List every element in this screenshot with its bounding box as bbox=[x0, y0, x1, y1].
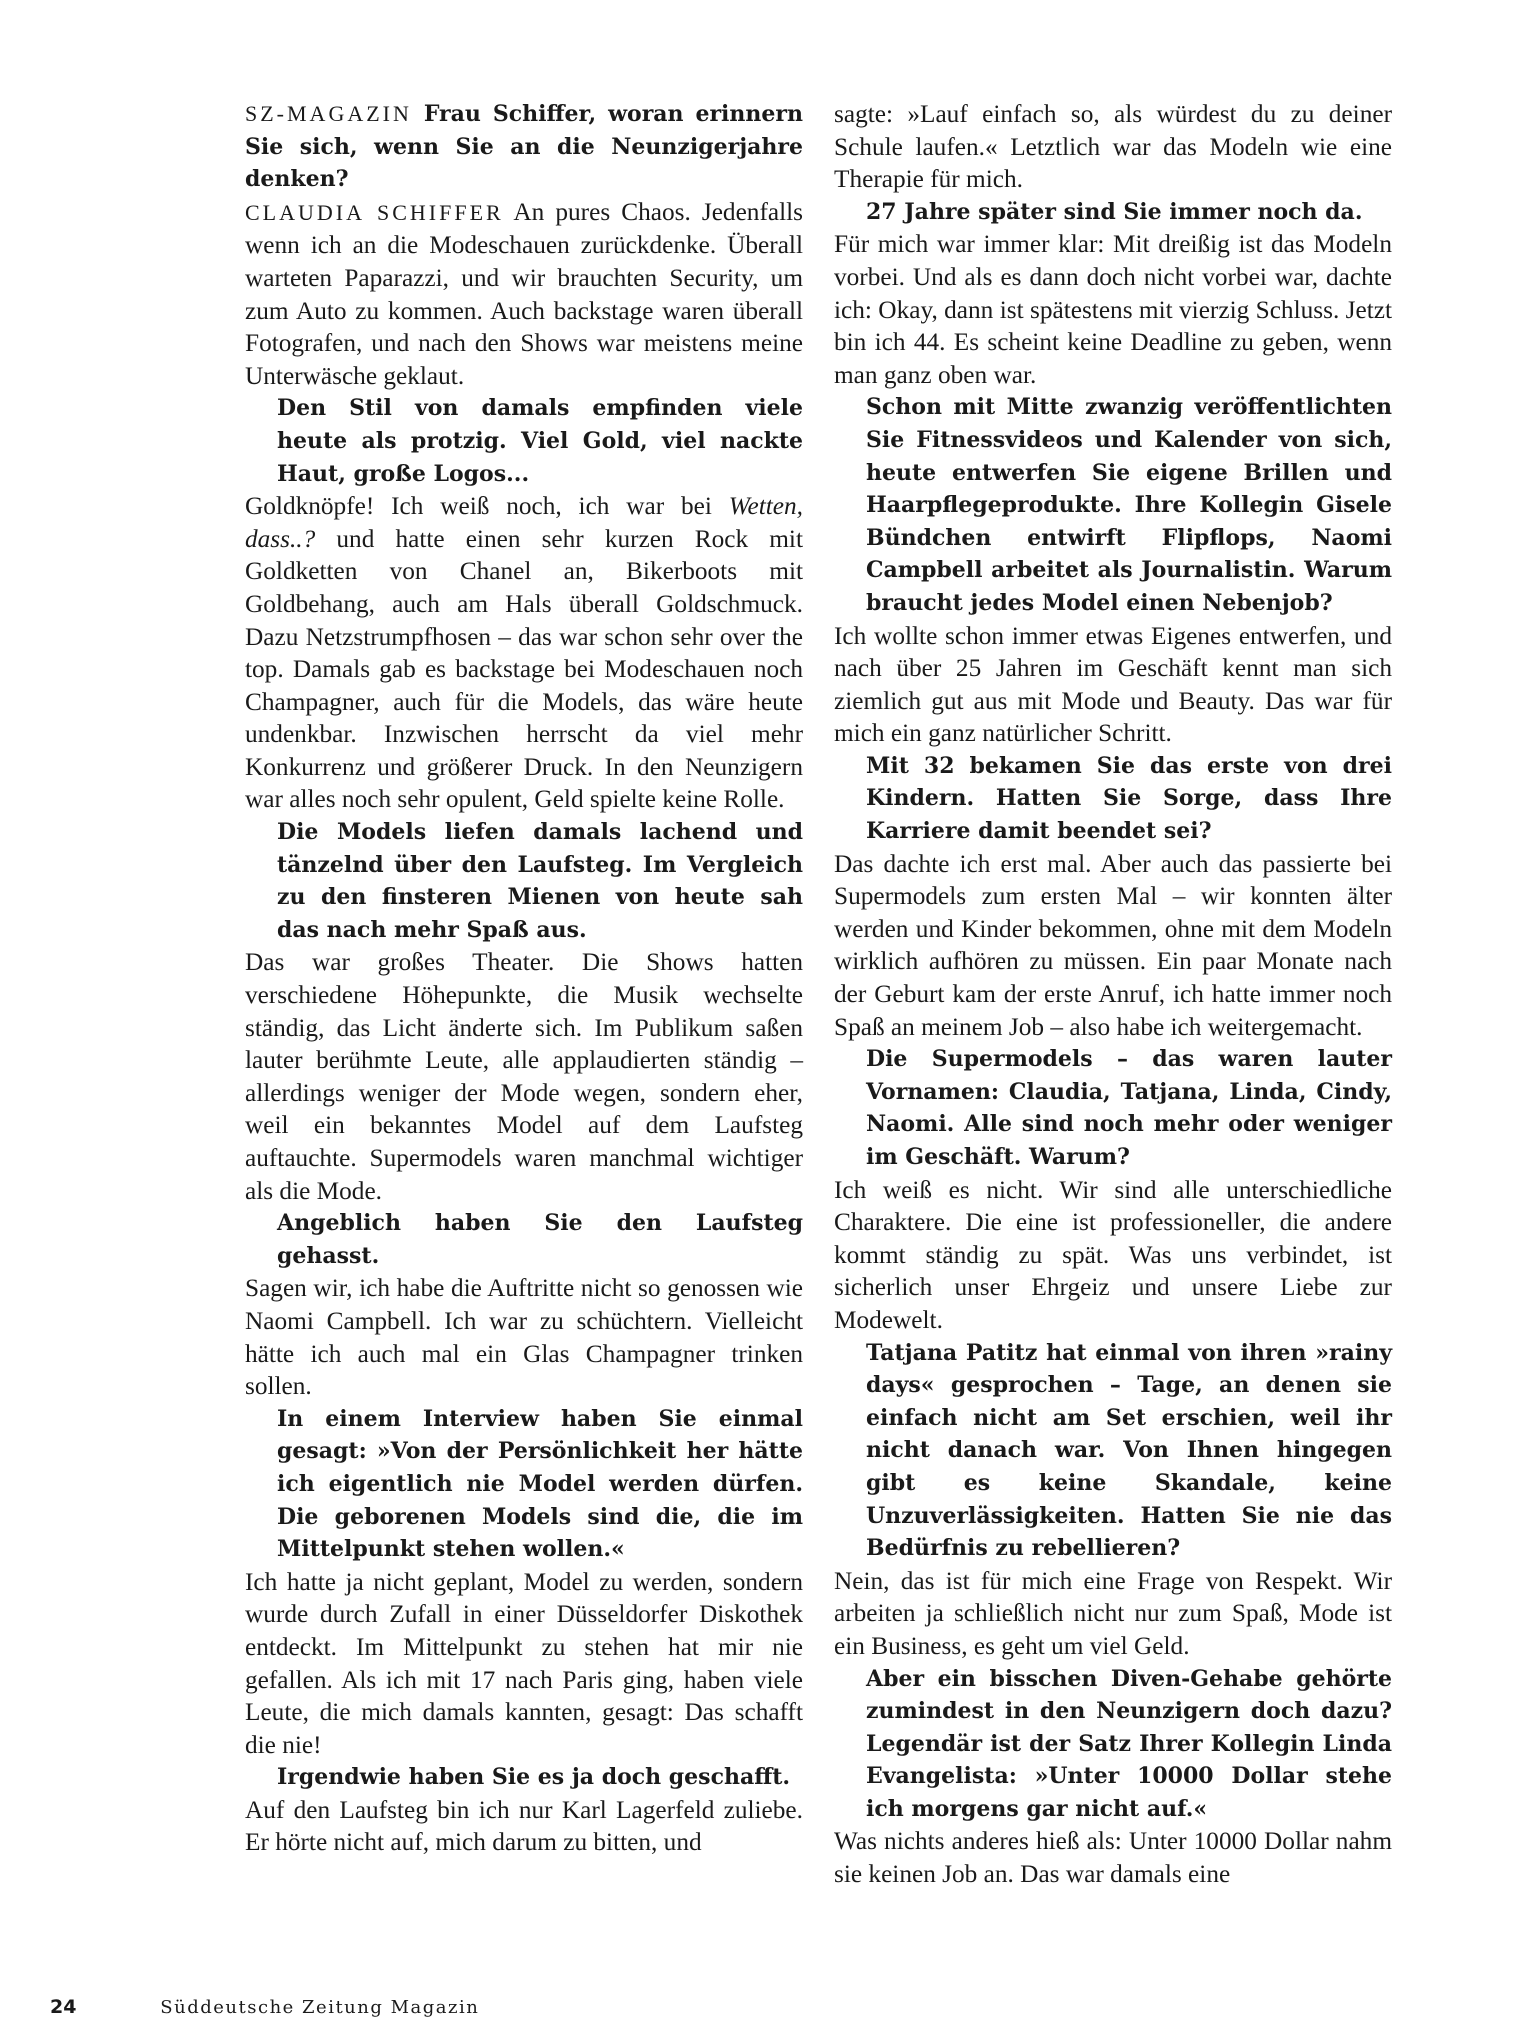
question: Angeblich haben Sie den Laufsteg gehasst. bbox=[277, 1210, 803, 1269]
page-footer bbox=[50, 1996, 479, 2018]
answer: Ich hatte ja nicht geplant, Model zu werden, sondern wurde durch Zufall in einer Düsseldorfer Diskothek entdeckt. Im Mittelpunkt zu stehen hat mir nie gefallen. Als ich mit 17 nach Paris ging, haben viele Leute, die mich damals kannten, gesagt: Das schafft die nie! bbox=[245, 1567, 803, 1759]
right-column bbox=[834, 98, 1392, 1891]
answer: Das dachte ich erst mal. Aber auch das passierte bei Supermodels zum ersten Mal – wir konnten älter werden und Kinder bekommen, ohne mit dem Modeln wirklich aufhören zu müssen. Ein paar Monate nach der Geburt kam der erste Anruf, ich hatte immer noch Spaß an meinem Job – also habe ich weitergemacht. bbox=[834, 849, 1392, 1041]
question: Schon mit Mitte zwanzig veröffentlichten Sie Fitnessvideos und Kalender von sich, heute entwerfen Sie eigene Brillen und Haarpflegeprodukte. Ihre Kollegin Gisele Bündchen entwirft Flipflops, Naomi Campbell arbeitet als Journalistin. Warum braucht jedes Model einen Nebenjob? bbox=[866, 394, 1392, 616]
question: Den Stil von damals empfinden viele heute als protzig. Viel Gold, viel nackte Haut, große Logos... bbox=[277, 395, 803, 487]
question: Die Models liefen damals lachend und tänzelnd über den Laufsteg. Im Vergleich zu den finsteren Mienen von heute sah das nach mehr Spaß aus. bbox=[277, 819, 803, 943]
answer: Auf den Laufsteg bin ich nur Karl Lagerfeld zuliebe. Er hörte nicht auf, mich darum zu bitten, und bbox=[245, 1795, 803, 1857]
page-number: 24 bbox=[50, 1996, 77, 2018]
answer: Goldknöpfe! Ich weiß noch, ich war bei Wetten, dass..? und hatte einen sehr kurzen Rock mit Goldketten von Chanel an, Bikerboots mit Goldbehang, auch am Hals überall Goldschmuck. Dazu Netzstrumpfhosen – das war schon sehr over the top. Damals gab es backstage bei Modeschauen noch Champagner, auch für die Models, das wäre heute undenkbar. Inzwischen herrscht da viel mehr Konkurrenz und größerer Druck. In den Neunzigern war alles noch sehr opulent, Geld spielte keine Rolle. bbox=[245, 492, 803, 814]
answer: Nein, das ist für mich eine Frage von Respekt. Wir arbeiten ja schließlich nicht nur zum Spaß, Mode ist ein Business, es geht um viel Geld. bbox=[834, 1566, 1392, 1660]
answer: Was nichts anderes hieß als: Unter 10000 Dollar nahm sie keinen Job an. Das war damals eine bbox=[834, 1827, 1392, 1889]
answer: Ich wollte schon immer etwas Eigenes entwerfen, und nach über 25 Jahren im Geschäft kennt man sich ziemlich gut aus mit Mode und Beauty. Das war für mich ein ganz natürlicher Schritt. bbox=[834, 621, 1392, 748]
answer: sagte: »Lauf einfach so, als würdest du zu deiner Schule laufen.« Letztlich war das Modeln wie eine Therapie für mich. bbox=[834, 100, 1392, 194]
show-title: Wetten, dass..? bbox=[245, 492, 803, 553]
answer: Ich weiß es nicht. Wir sind alle unterschiedliche Charaktere. Die eine ist professioneller, die andere kommt ständig zu spät. Was uns verbindet, ist sicherlich unser Ehrgeiz und unsere Liebe zur Modewelt. bbox=[834, 1175, 1392, 1334]
question: Die Supermodels – das waren lauter Vornamen: Claudia, Tatjana, Linda, Cindy, Naomi. Alle sind noch mehr oder weniger im Geschäft. Warum? bbox=[866, 1046, 1392, 1170]
left-column bbox=[245, 98, 803, 1859]
speaker-schiffer: CLAUDIA SCHIFFER bbox=[245, 199, 504, 225]
question: In einem Interview haben Sie einmal gesagt: »Von der Persönlichkeit her hätte ich eigentlich nie Model werden dürfen. Die geborenen Models sind die, die im Mittelpunkt stehen wollen.« bbox=[277, 1405, 803, 1563]
speaker-sz: SZ-MAGAZIN bbox=[245, 101, 412, 126]
question: 27 Jahre später sind Sie immer noch da. bbox=[866, 198, 1363, 225]
answer: Das war großes Theater. Die Shows hatten verschiedene Höhepunkte, die Musik wechselte ständig, das Licht änderte sich. Im Publikum saßen lauter berühmte Leute, alle applaudierten ständig – allerdings weniger der Mode wegen, sondern eher, weil ein bekanntes Model auf dem Laufsteg auftauchte. Supermodels waren manchmal wichtiger als die Mode. bbox=[245, 948, 803, 1205]
question: Irgendwie haben Sie es ja doch geschafft. bbox=[277, 1764, 791, 1791]
answer: Für mich war immer klar: Mit dreißig ist das Modeln vorbei. Und als es dann doch nicht vorbei war, dachte ich: Okay, dann ist spätestens mit vierzig Schluss. Jetzt bin ich 44. Es scheint keine Deadline zu geben, wenn man ganz oben war. bbox=[834, 230, 1392, 389]
question: Tatjana Patitz hat einmal von ihren »rainy days« gesprochen – Tage, an denen sie einfach nicht am Set erschien, weil ihr nicht danach war. Von Ihnen hingegen gibt es keine Skandale, keine Unzuverlässigkeiten. Hatten Sie nie das Bedürfnis zu rebellieren? bbox=[866, 1339, 1392, 1562]
question: Mit 32 bekamen Sie das erste von drei Kindern. Hatten Sie Sorge, dass Ihre Karriere damit beendet sei? bbox=[866, 752, 1392, 845]
publication-name: Süddeutsche Zeitung Magazin bbox=[160, 1997, 480, 2018]
question: Aber ein bisschen Diven-Gehabe gehörte zumindest in den Neunzigern doch dazu? Legendär ist der Satz Ihrer Kollegin Linda Evangelista: »Unter 10000 Dollar stehe ich morgens gar nicht auf.« bbox=[866, 1665, 1392, 1822]
intro-question: SZ-MAGAZIN Frau Schiffer, woran erinnern Sie sich, wenn Sie an die Neunzigerjahre denken? bbox=[245, 101, 803, 193]
answer-intro: CLAUDIA SCHIFFER An pures Chaos. Jedenfalls wenn ich an die Modeschauen zurückdenke. Überall warteten Paparazzi, und wir brauchten Security, um zum Auto zu kommen. Auch backstage waren überall Fotografen, und nach den Shows war meistens meine Unterwäsche geklaut. bbox=[245, 197, 803, 390]
answer: Sagen wir, ich habe die Auftritte nicht so genossen wie Naomi Campbell. Ich war zu schüchtern. Vielleicht hätte ich auch mal ein Glas Champagner trinken sollen. bbox=[245, 1274, 803, 1401]
